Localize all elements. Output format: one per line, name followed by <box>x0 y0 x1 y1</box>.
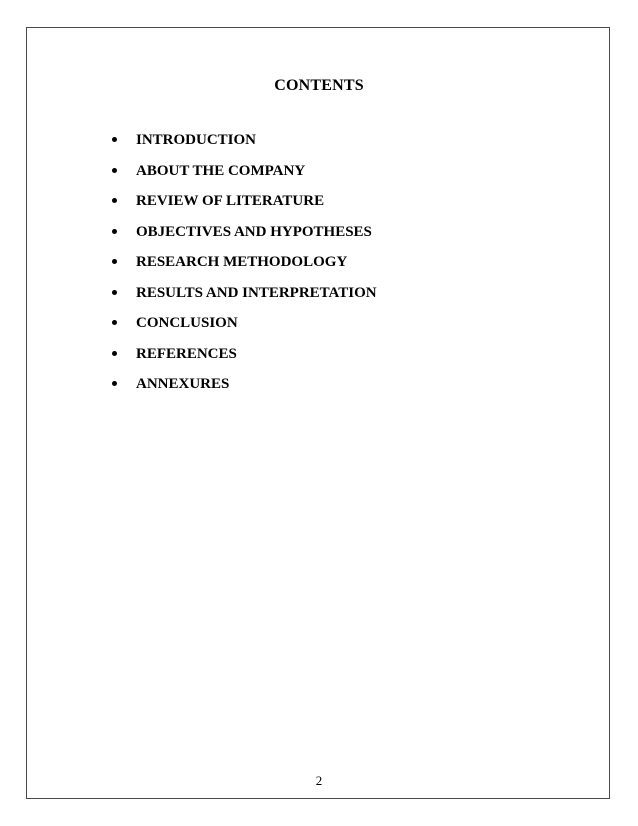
page-number: 2 <box>315 773 323 788</box>
contents-item-research-methodology <box>112 253 377 284</box>
bullet-icon <box>112 290 117 295</box>
contents-item-label: OBJECTIVES AND HYPOTHESES <box>136 223 372 240</box>
contents-item-label: RESEARCH METHODOLOGY <box>136 254 348 270</box>
contents-list <box>112 131 377 406</box>
contents-item-label: ANNEXURES <box>136 376 230 392</box>
contents-item-label: CONCLUSION <box>136 315 238 331</box>
bullet-icon <box>112 259 117 264</box>
contents-item-review-of-literature <box>112 192 377 223</box>
contents-item-results-and-interpretation <box>112 284 377 315</box>
contents-item-objectives-and-hypotheses <box>112 223 377 254</box>
bullet-icon <box>112 229 117 234</box>
contents-item-label: INTRODUCTION <box>136 132 257 148</box>
bullet-icon <box>112 351 117 356</box>
contents-item-references <box>112 345 377 376</box>
contents-item-label: REVIEW OF LITERATURE <box>136 193 325 209</box>
bullet-icon <box>112 381 117 386</box>
contents-item-introduction <box>112 131 377 162</box>
bullet-icon <box>112 320 117 325</box>
contents-item-label: ABOUT THE COMPANY <box>136 162 306 179</box>
bullet-icon <box>112 198 117 203</box>
page-title: CONTENTS <box>274 77 364 94</box>
bullet-icon <box>112 168 117 173</box>
contents-item-label: REFERENCES <box>136 345 237 362</box>
contents-item-label: RESULTS AND INTERPRETATION <box>136 284 377 301</box>
bullet-icon <box>112 137 117 142</box>
contents-item-about-the-company <box>112 162 377 193</box>
contents-item-conclusion <box>112 314 377 345</box>
contents-item-annexures <box>112 375 377 406</box>
